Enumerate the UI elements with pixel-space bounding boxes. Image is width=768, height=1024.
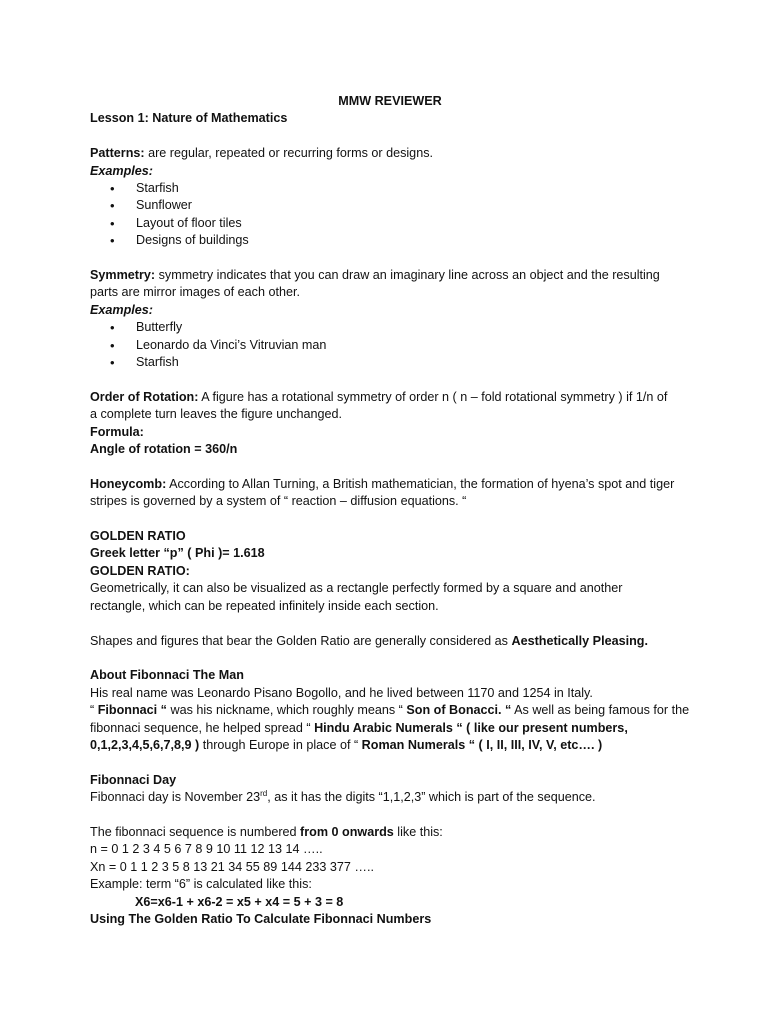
document-body [90, 93, 690, 928]
page-title: MMW REVIEWER [338, 94, 442, 108]
symmetry-definition-cont: parts are mirror images of each other. [90, 285, 300, 300]
symmetry-examples-label: Examples: [90, 302, 153, 317]
rotation-definition: Order of Rotation: A figure has a rotational symmetry of order n ( n – fold rotational symmetry ) if 1/n of [90, 389, 668, 404]
sequence-intro: The fibonnaci sequence is numbered from 0 onwards like this: [90, 824, 443, 839]
sequence-example: Example: term “6” is calculated like this: [90, 877, 312, 892]
list-item: • Sunflower [90, 197, 690, 214]
list-item: • Starfish [90, 354, 690, 371]
fibonnaci-day-heading: Fibonnaci Day [90, 772, 177, 787]
list-item: • Leonardo da Vinci’s Vitruvian man [90, 337, 690, 354]
fibonnaci-man-line-4: 0,1,2,3,4,5,6,7,8,9 ) through Europe in place of “ Roman Numerals “ ( I, II, III, IV, V, etc…. ) [90, 737, 603, 752]
sequence-xn-row: Xn = 0 1 1 2 3 5 8 13 21 34 55 89 144 233 377 ….. [90, 859, 374, 874]
golden-ratio-heading-2: GOLDEN RATIO: [90, 563, 190, 578]
fibonnaci-man-line-1: His real name was Leonardo Pisano Bogollo, and he lived between 1170 and 1254 in Italy. [90, 685, 593, 700]
honeycomb-definition-cont: stripes is governed by a system of “ reaction – diffusion equations. “ [90, 494, 467, 509]
sequence-calculation: X6=x6-1 + x6-2 = x5 + x4 = 5 + 3 = 8 [135, 894, 344, 909]
symmetry-examples-list [90, 319, 690, 371]
fibonnaci-man-heading: About Fibonnaci The Man [90, 668, 244, 683]
aesthetic-statement: Shapes and figures that bear the Golden Ratio are generally considered as Aesthetically Pleasing. [90, 633, 648, 648]
patterns-examples-label: Examples: [90, 163, 153, 178]
list-item: • Starfish [90, 180, 690, 197]
fibonnaci-man-line-2: “ Fibonnaci “ was his nickname, which roughly means “ Son of Bonacci. “ As well as being famous for the [90, 703, 690, 718]
symmetry-definition: Symmetry: symmetry indicates that you can draw an imaginary line across an object and the resulting [90, 268, 660, 283]
golden-ratio-heading: GOLDEN RATIO [90, 529, 186, 544]
list-item: • Layout of floor tiles [90, 215, 690, 232]
list-item: • Designs of buildings [90, 232, 690, 249]
golden-ratio-fib-heading: Using The Golden Ratio To Calculate Fibonnaci Numbers [90, 911, 432, 926]
list-item: • Butterfly [90, 319, 690, 336]
fibonnaci-day-text: Fibonnaci day is November 23rd, as it has the digits “1,1,2,3” which is part of the sequence. [90, 788, 596, 805]
honeycomb-definition: Honeycomb: According to Allan Turning, a British mathematician, the formation of hyena’s spot and tiger [90, 476, 675, 491]
lesson-heading: Lesson 1: Nature of Mathematics [90, 111, 288, 126]
fibonnaci-man-line-3: fibonnaci sequence, he helped spread “ Hindu Arabic Numerals “ ( like our present numbers, [90, 720, 628, 735]
formula-label: Formula: [90, 424, 144, 439]
rotation-formula: Angle of rotation = 360/n [90, 442, 238, 457]
patterns-definition: Patterns: are regular, repeated or recurring forms or designs. [90, 146, 433, 161]
patterns-examples-list [90, 180, 690, 250]
golden-ratio-text: Geometrically, it can also be visualized as a rectangle perfectly formed by a square and another [90, 581, 623, 596]
golden-ratio-greek: Greek letter “p” ( Phi )= 1.618 [90, 546, 265, 561]
rotation-definition-cont: a complete turn leaves the figure unchanged. [90, 407, 343, 422]
golden-ratio-text-cont: rectangle, which can be repeated infinitely inside each section. [90, 598, 439, 613]
sequence-n-row: n = 0 1 2 3 4 5 6 7 8 9 10 11 12 13 14 ….. [90, 842, 323, 857]
